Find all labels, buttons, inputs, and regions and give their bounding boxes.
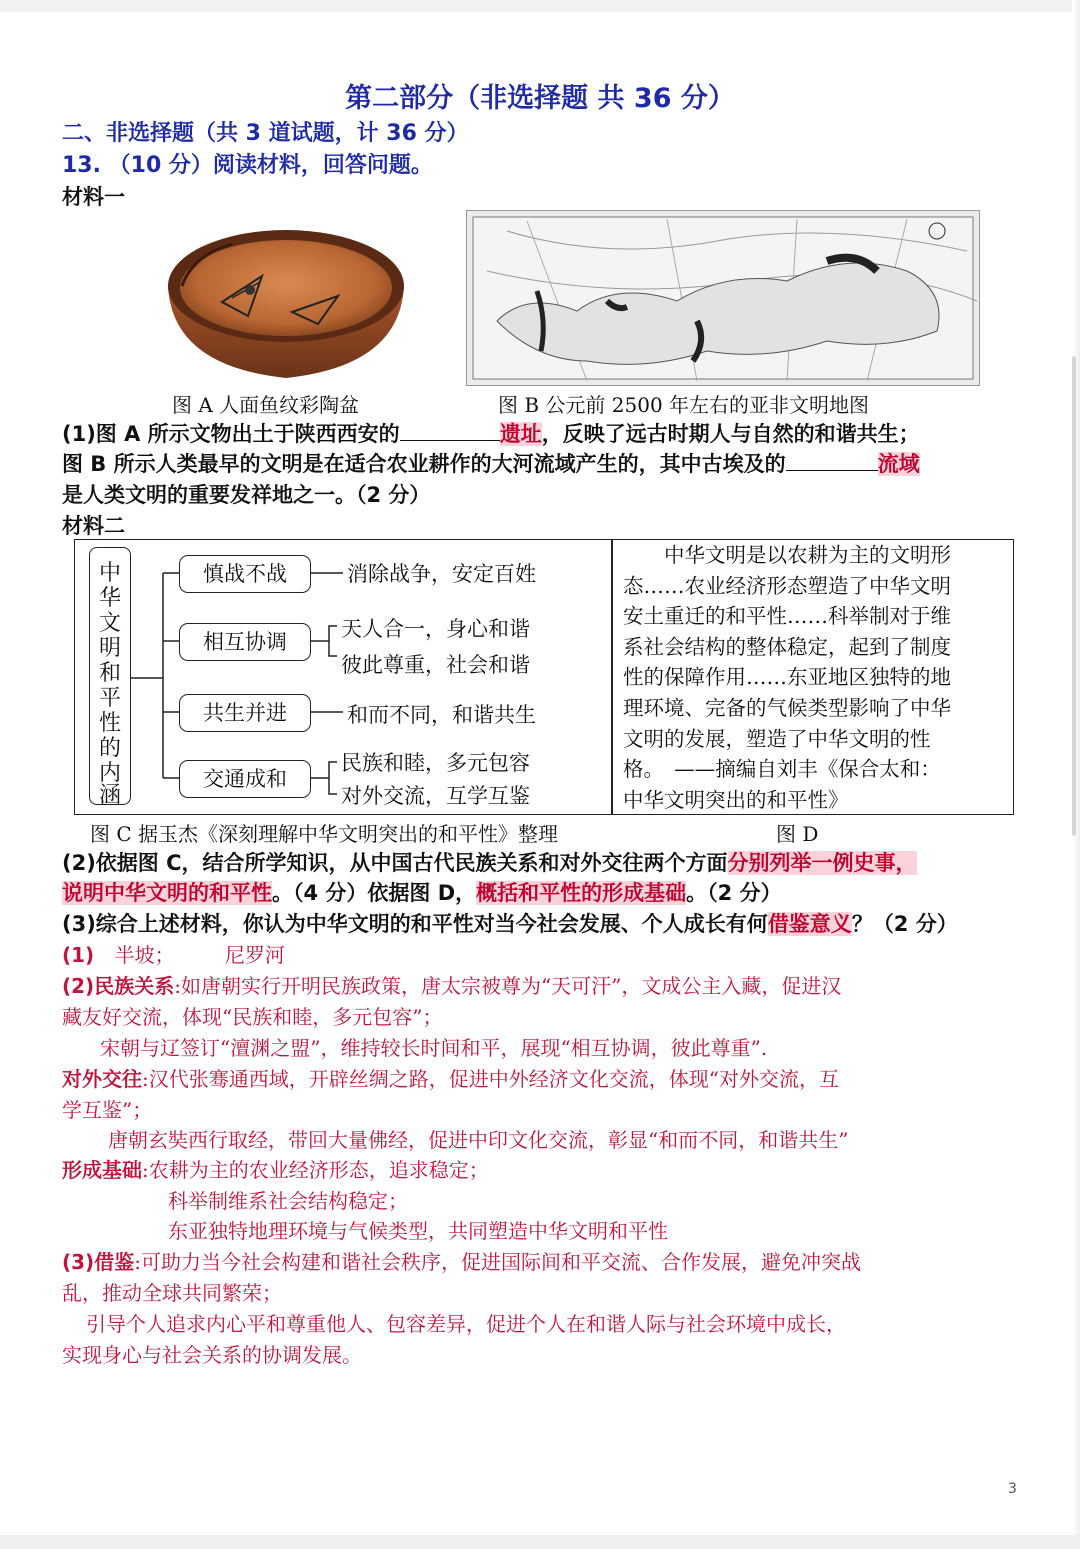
answer-2-ext-label: 对外交往 (62, 1067, 142, 1091)
answer-3-label: (3)借鉴 (62, 1250, 135, 1274)
answer-2-line-3: 宋朝与辽签订“澶渊之盟”，维持较长时间和平，展现“相互协调，彼此尊重”. (100, 1036, 768, 1060)
answer-1-label: (1) (62, 943, 95, 967)
answer-3-line-1 (62, 1246, 861, 1275)
figure-d-line: 系社会结构的整体稳定，起到了制度 (623, 634, 951, 659)
figure-d-line: 性的保障作用……东亚地区独特的地 (623, 665, 951, 690)
leaf-4: 和而不同，和谐共生 (347, 703, 536, 727)
answer-2-line-6: 唐朝玄奘西行取经，带回大量佛经，促进中印文化交流，彰显“和而不同，和谐共生” (108, 1128, 849, 1152)
answer-3-line-3: 引导个人追求内心平和尊重他人、包容差异，促进个人在和谐人际与社会环境中成长， (86, 1312, 846, 1336)
q1-blank-2 (786, 450, 878, 471)
q1-text-3: 图 B 所示人类最早的文明是在适合农业耕作的大河流域产生的，其中古埃及的 (62, 452, 786, 476)
vtitle-char: 明 (98, 636, 121, 661)
question-3-line (62, 908, 958, 938)
vtitle-char: 和 (98, 661, 121, 686)
figure-a-caption: 图 A 人面鱼纹彩陶盆 (172, 393, 360, 417)
section-heading: 二、非选择题（共 3 道试题，计 36 分） (62, 121, 469, 146)
figure-c-d-box (74, 539, 1014, 815)
question-2-line-1 (62, 847, 917, 877)
figure-a-pottery-bowl (162, 216, 410, 386)
q2-highlight-2: 说明中华文明的和平性 (62, 881, 272, 905)
answer-2-text: :汉代张骞通西域，开辟丝绸之路，促进中外经济文化交流，体现“对外交流，互 (142, 1067, 839, 1091)
q2-text-1: (2)依据图 C，结合所学知识，从中国古代民族关系和对外交往两个方面 (62, 851, 728, 875)
leaf-3: 彼此尊重，社会和谐 (341, 653, 530, 677)
leaf-1: 消除战争，安定百姓 (347, 562, 536, 586)
question-1-line-2 (62, 448, 920, 478)
map-drawing (467, 211, 979, 385)
question-1-line-1 (62, 418, 920, 448)
answer-2-line-5: 学互鉴”； (62, 1098, 153, 1122)
vtitle-char: 涵 (98, 783, 121, 808)
figure-c-caption: 图 C 据玉杰《深刻理解中华文明突出的和平性》整理 (90, 822, 559, 846)
bottom-bar (0, 1535, 1080, 1549)
figure-d-line: 理环境、完备的气候类型影响了中华 (623, 695, 951, 720)
page-number: 3 (1008, 1481, 1017, 1497)
q1-blank-1 (400, 420, 500, 441)
vtitle-char: 的 (98, 736, 121, 761)
figure-b-caption: 图 B 公元前 2500 年左右的亚非文明地图 (498, 393, 870, 417)
figure-d-line: 态……农业经济形态塑造了中华文明 (623, 573, 951, 598)
figure-d-line: 中华文明突出的和平性》 (623, 787, 849, 812)
answer-1 (62, 939, 285, 968)
q1-text-1: (1)图 A 所示文物出土于陕西西安的 (62, 422, 400, 446)
top-bar (0, 0, 1080, 12)
q2-text-2: 。（4 分）依据图 D， (272, 881, 477, 905)
q1-highlight-1: 遗址 (499, 422, 542, 446)
leaf-2: 天人合一，身心和谐 (341, 617, 530, 641)
q3-text-1: (3)综合上述材料，你认为中华文明的和平性对当今社会发展、个人成长有何 (62, 912, 768, 936)
node-gongsheng: 共生并进 (179, 694, 311, 732)
diagram-divider (611, 540, 613, 814)
figure-d-line: 文明的发展，塑造了中华文明的性 (623, 726, 931, 751)
answer-2-line-8: 科举制维系社会结构稳定； (168, 1189, 408, 1213)
answer-2-line-1 (62, 970, 841, 999)
answer-2-text: :如唐朝实行开明民族政策，唐太宗被尊为“天可汗”，文成公主入藏，促进汉 (174, 974, 842, 998)
node-xianghu-xietiao: 相互协调 (179, 623, 311, 661)
answer-1-value-1: 半坡； (114, 943, 175, 967)
q2-highlight-1: 分别列举一例史事， (727, 851, 917, 875)
vtitle-char: 内 (98, 761, 121, 786)
answer-1-value-2: 尼罗河 (224, 943, 285, 967)
material-1-label: 材料一 (62, 185, 125, 209)
question-2-line-2 (62, 877, 782, 907)
answer-2-label: (2)民族关系 (62, 974, 175, 998)
q2-highlight-3: 概括和平性的形成基础 (476, 881, 687, 905)
question-1-line-3: 是人类文明的重要发祥地之一。（2 分） (62, 483, 431, 507)
vtitle-char: 文 (98, 611, 121, 636)
leaf-6: 对外交流，互学互鉴 (341, 784, 530, 808)
figure-b-map (466, 210, 980, 386)
vtitle-char: 华 (98, 586, 121, 611)
answer-2-line-4 (62, 1063, 839, 1092)
answer-2-base-label: 形成基础 (62, 1158, 142, 1182)
answer-3-text: :可助力当今社会构建和谐社会秩序，促进国际间和平交流、合作发展，避免冲突战 (134, 1250, 861, 1274)
vtitle-char: 平 (98, 686, 121, 711)
vtitle-char: 性 (98, 711, 121, 736)
answer-2-line-9: 东亚独特地理环境与气候类型，共同塑造中华文明和平性 (168, 1219, 668, 1243)
q3-text-2: ？（2 分） (851, 912, 958, 936)
figure-d-line: 格。 ——摘编自刘丰《保合太和： (623, 757, 941, 782)
node-shenzhan: 慎战不战 (179, 555, 311, 593)
answer-2-text: :农耕为主的农业经济形态，追求稳定； (142, 1158, 489, 1182)
answer-3-line-4: 实现身心与社会关系的协调发展。 (62, 1343, 362, 1367)
figure-d-caption: 图 D (776, 822, 819, 846)
answer-2-line-7 (62, 1154, 489, 1183)
q1-highlight-2: 流域 (877, 452, 920, 476)
answer-3-line-2: 乱，推动全球共同繁荣； (62, 1281, 282, 1305)
q3-highlight: 借鉴意义 (767, 912, 852, 936)
scrollbar[interactable] (1072, 356, 1076, 836)
node-jiaotong: 交通成和 (179, 760, 311, 798)
figure-d-line: 中华文明是以农耕为主的文明形 (623, 543, 951, 567)
page-title: 第二部分（非选择题 共 36 分） (345, 83, 735, 114)
q1-text-2: ，反映了远古时期人与自然的和谐共生； (541, 422, 920, 446)
figure-d-line: 安土重迁的和平性……科举制对于维 (623, 604, 951, 629)
answer-2-line-2: 藏友好交流，体现“民族和睦，多元包容”； (62, 1005, 443, 1029)
leaf-5: 民族和睦，多元包容 (341, 751, 530, 775)
q2-text-3: 。（2 分） (686, 881, 782, 905)
vtitle-char: 中 (98, 561, 121, 586)
material-2-label: 材料二 (62, 514, 125, 538)
question-13-heading: 13. （10 分）阅读材料，回答问题。 (62, 153, 433, 178)
figure-d-text (623, 540, 1007, 815)
